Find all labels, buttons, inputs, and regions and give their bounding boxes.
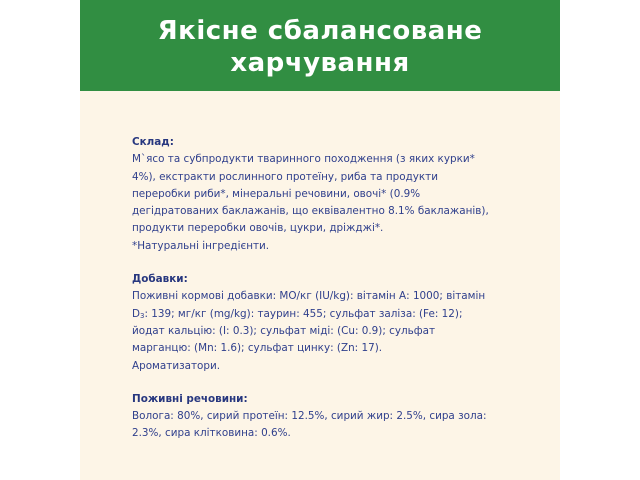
title-line-2: харчування	[230, 47, 410, 78]
text-fragment: : 139; мг/кг (mg/kg): таурин: 455; сульфат заліза: (Fe: 12);	[144, 307, 463, 320]
text-line: 4%), екстракти рослинного протеїну, риба та продукти	[132, 170, 438, 183]
text-line: *Натуральні інгредієнти.	[132, 239, 270, 252]
section-body	[132, 151, 532, 255]
section-additives	[132, 271, 532, 375]
vitamin-d-label: D	[132, 307, 141, 320]
text-line: дегідратованих баклажанів, що еквівалентно 8.1% баклажанів),	[132, 205, 489, 218]
text-line: марганцю: (Mn: 1.6); сульфат цинку: (Zn: 17).	[132, 342, 383, 355]
page-title	[158, 15, 483, 79]
content-body	[132, 134, 532, 459]
product-info-panel	[80, 0, 560, 480]
text-line: Поживні кормові добавки: МО/кг (IU/kg): вітамін А: 1000; вітамін	[132, 290, 486, 303]
text-line: Ароматизатори.	[132, 359, 221, 372]
text-line: йодат кальцію: (I: 0.3); сульфат міді: (Cu: 0.9); сульфат	[132, 324, 436, 337]
section-title: Поживні речовини:	[132, 392, 248, 405]
section-body	[132, 408, 532, 443]
subscript: 3	[140, 311, 145, 320]
section-nutrients	[132, 391, 532, 443]
title-line-1: Якісне сбалансоване	[157, 15, 483, 46]
text-line: продукти переробки овочів, цукри, дріжджі*.	[132, 222, 384, 235]
section-title: Склад:	[132, 136, 174, 148]
text-line: переробки риби*, мінеральні речовини, овочі* (0.9%	[132, 187, 421, 200]
text-line: Волога: 80%, сирий протеїн: 12.5%, сирий жир: 2.5%, сира зола:	[132, 410, 487, 423]
section-composition	[132, 134, 532, 255]
section-body	[132, 288, 532, 374]
header-banner	[80, 0, 560, 91]
text-line: М`ясо та субпродукти тваринного походження (з яких курки*	[132, 153, 475, 166]
section-title: Добавки:	[132, 273, 188, 286]
text-line: 2.3%, сира клітковина: 0.6%.	[132, 427, 291, 440]
text-line	[132, 306, 532, 323]
